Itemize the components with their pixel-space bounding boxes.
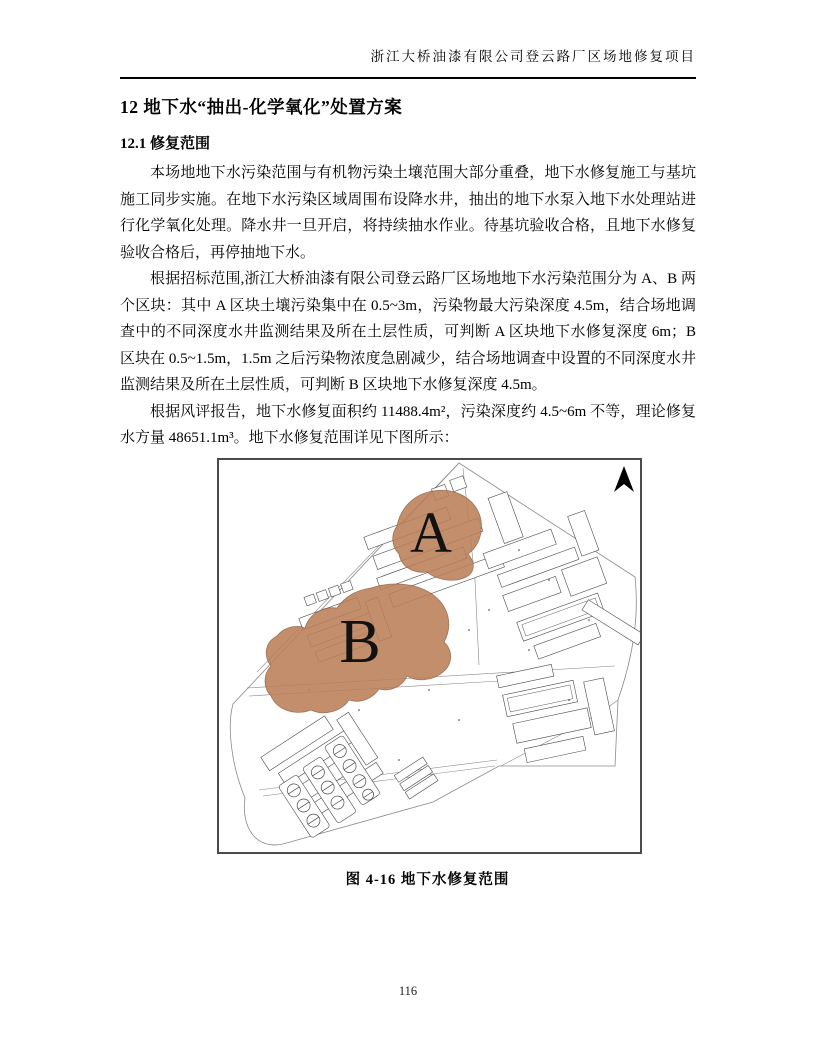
north-arrow-icon bbox=[614, 466, 634, 492]
zone-a-label: A bbox=[410, 499, 452, 565]
header-project-title: 浙江大桥油漆有限公司登云路厂区场地修复项目 bbox=[370, 49, 696, 64]
chapter-heading: 12 地下水“抽出-化学氧化”处置方案 bbox=[120, 97, 403, 117]
paragraph-area-volume: 根据风评报告，地下水修复面积约 11488.4m²，污染深度约 4.5~6m 不等，理论修复水方量 48651.1m³。地下水修复范围详见下图所示： bbox=[120, 403, 696, 446]
site-plan-drawing bbox=[219, 460, 640, 852]
paragraph-zones-a-b: 根据招标范围,浙江大桥油漆有限公司登云路厂区场地地下水污染范围分为 A、B 两个区块：其中 A 区块土壤污染集中在 0.5~3m，污染物最大污染深度 4.5m，结合场地调查中的不同深度水井监测结果及所在土层性质，可判断 A 区块地下水修复深度 6m；B 区块在 0.5~1.5m，1.5m 之后污染物浓度急剧减少，结合场地调查中设置的不同深度水井监测结果及所在土层性质，可判断 B 区块地下水修复深度 4.5m。 bbox=[120, 271, 696, 393]
paragraph-remediation-overview: 本场地地下水污染范围与有机物污染土壤范围大部分重叠，地下水修复施工与基坑施工同步实施。在地下水污染区域周围布设降水井，抽出的地下水泵入地下水处理站进行化学氧化处理。降水井一旦开启，将持续抽水作业。待基坑验收合格，且地下水修复验收合格后，再停抽地下水。 bbox=[120, 165, 696, 261]
page-header bbox=[120, 0, 696, 79]
building-cluster-bottom-right bbox=[496, 654, 617, 765]
page-number: 116 bbox=[398, 984, 418, 998]
figure-groundwater-remediation-map bbox=[217, 458, 642, 854]
zone-b-label: B bbox=[339, 607, 381, 676]
figure-caption: 图 4-16 地下水修复范围 bbox=[345, 871, 510, 888]
section-heading: 12.1 修复范围 bbox=[120, 136, 211, 152]
